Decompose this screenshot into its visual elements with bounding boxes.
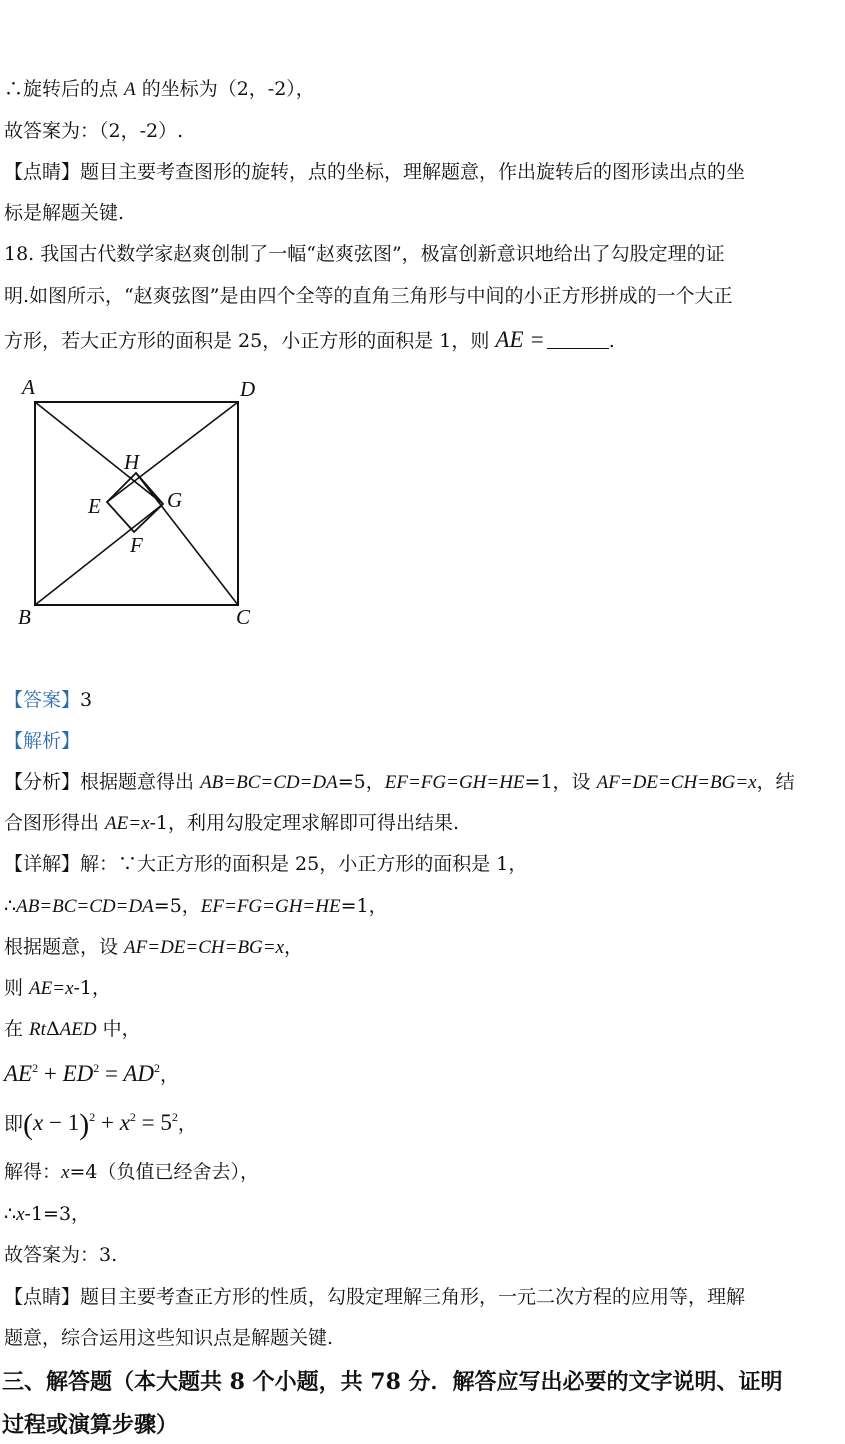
prev-comment-line-1: 【点睛】题目主要考查图形的旋转，点的坐标，理解题意，作出旋转后的图形读出点的坐 <box>4 161 746 183</box>
label-h: H <box>124 450 140 474</box>
label-f: F <box>130 533 143 557</box>
answer-value: 3 <box>80 689 93 711</box>
q18-line-1: 18. 我国古代数学家赵爽创制了一幅“赵爽弦图”，极富创新意识地给出了勾股定理的证 <box>4 243 725 265</box>
step-line-5: 在 RtΔAED 中， <box>4 1018 141 1040</box>
ae-expression: AE = <box>495 327 545 352</box>
prev-answer-line: 故答案为：（2，-2）. <box>4 120 184 142</box>
segment-b-g <box>35 504 163 605</box>
fenxi-line-1: 【分析】根据题意得出 AB=BC=CD=DA=5，EF=FG=GH=HE=1，设 AF=DE=CH=BG=x，结 <box>4 771 795 793</box>
final-answer-line: 故答案为：3. <box>4 1244 118 1266</box>
big-square <box>35 402 238 605</box>
q18-line-3: 方形，若大正方形的面积是 25，小正方形的面积是 1，则 AE = . <box>4 327 615 352</box>
equation-substituted-math: $(x - 1)^2 + x^2 = 5^2$ <box>23 1108 178 1141</box>
step-line-8: 解得：x=4（负值已经舍去）， <box>4 1161 259 1183</box>
answer-line <box>4 691 92 710</box>
analysis-tag: 【解析】 <box>4 730 81 752</box>
step-line-2: ∴AB=BC=CD=DA=5，EF=FG=GH=HE=1， <box>4 895 388 917</box>
q18-line-2: 明.如图所示，“赵爽弦图”是由四个全等的直角三角形与中间的小正方形拼成的一个大正 <box>4 285 733 307</box>
segment-a-g <box>35 402 163 504</box>
dianjing-line-2: 题意，综合运用这些知识点是解题关键. <box>4 1327 334 1349</box>
answer-blank <box>547 332 609 349</box>
label-b: B <box>18 605 31 629</box>
prev-comment-line-2: 标是解题关键. <box>4 202 125 224</box>
equation-pythagoras: $AE^2 + ED^2 = AD^2$， <box>4 1061 180 1086</box>
section-heading-line-2: 过程或演算步骤） <box>2 1412 179 1438</box>
equation-pythagoras-math: $AE^2 + ED^2 = AD^2$ <box>4 1061 160 1086</box>
label-c: C <box>236 605 251 629</box>
segment-c-h <box>136 473 238 605</box>
step-line-3: 根据题意，设 AF=DE=CH=BG=x， <box>4 936 304 958</box>
label-g: G <box>167 488 183 512</box>
zhao-shuang-diagram <box>10 372 270 632</box>
xiangjie-line-1: 【详解】解：∵大正方形的面积是 25，小正方形的面积是 1， <box>4 853 528 875</box>
fenxi-line-2: 合图形得出 AE=x-1，利用勾股定理求解即可得出结果. <box>4 812 460 834</box>
answer-tag: 【答案】 <box>4 689 81 711</box>
equation-substituted: 即$(x - 1)^2 + x^2 = 5^2$， <box>4 1108 197 1141</box>
label-e: E <box>88 494 101 518</box>
step-line-4: 则 AE=x-1， <box>4 977 112 999</box>
section-heading-line-1: 三、解答题（本大题共 8 个小题，共 78 分．解答应写出必要的文字说明、证明 <box>2 1369 783 1395</box>
label-d: D <box>240 377 256 401</box>
step-line-9: ∴x-1=3， <box>4 1203 91 1225</box>
label-a: A <box>22 375 35 399</box>
dianjing-line-1: 【点睛】题目主要考查正方形的性质，勾股定理解三角形，一元二次方程的应用等，理解 <box>4 1286 746 1308</box>
rotated-point-line: ∴旋转后的点 A 的坐标为（2，-2）， <box>4 78 315 100</box>
